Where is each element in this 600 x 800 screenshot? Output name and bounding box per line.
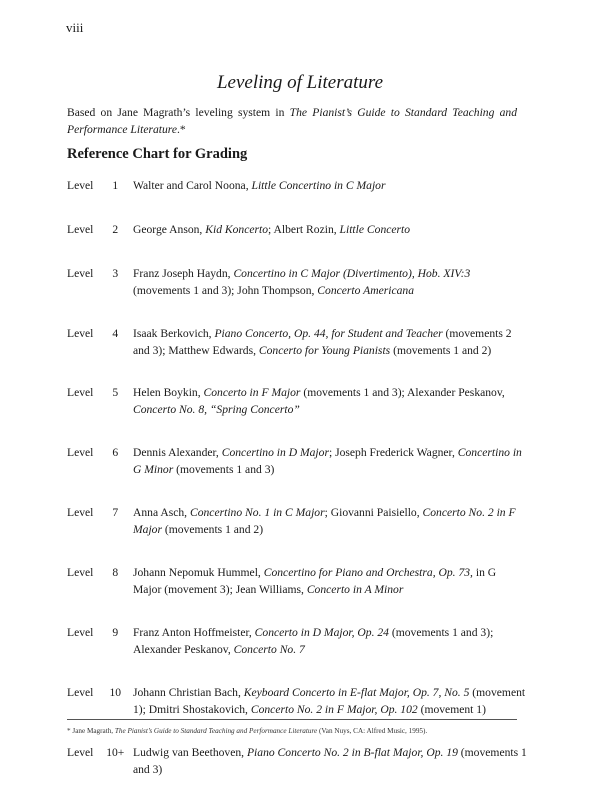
text-segment: in G Major (movement 3); Jean Williams,: [132, 566, 497, 596]
level-repertoire: [133, 684, 527, 718]
level-row: [67, 444, 527, 478]
level-repertoire: [133, 624, 527, 658]
level-number: 1: [112, 179, 119, 192]
level-number: 7: [112, 506, 119, 519]
text-segment: (movement 1); Dmitri Shostakovich,: [132, 686, 526, 716]
level-repertoire: [133, 444, 527, 478]
title-italic-text: Concerto for Young Pianists: [258, 344, 391, 357]
text-segment: (movements 1 and 2): [390, 344, 492, 357]
page-number: viii: [66, 20, 84, 35]
title-italic-text: Concerto No. 8, “Spring Concerto”: [132, 403, 300, 416]
level-label: Level: [67, 327, 94, 340]
level-row: [67, 564, 527, 598]
text-segment: George Anson,: [132, 223, 206, 236]
level-repertoire: [133, 504, 527, 538]
title-italic-text: The Pianist’s Guide to Standard Teaching and Performance Literature: [67, 106, 518, 136]
title-italic-text: Keyboard Concerto in E-flat Major, Op. 7, No. 5: [243, 686, 470, 699]
title-italic-text: Concertino in C Major (Divertimento), Hob. XIV:3: [233, 267, 471, 280]
level-row: [67, 624, 527, 658]
level-label: Level: [67, 223, 94, 236]
text-segment: (Van Nuys, CA: Alfred Music, 1995).: [317, 727, 428, 735]
text-segment: Isaak Berkovich,: [132, 327, 215, 340]
text-segment: (movements 1 and 2): [161, 523, 264, 536]
title-italic-text: The Pianist’s Guide to Standard Teaching and Performance Literature: [114, 727, 318, 735]
level-number: 9: [112, 626, 119, 639]
levels-list: [67, 177, 527, 778]
level-repertoire: [133, 325, 527, 359]
text-segment: Johann Nepomuk Hummel,: [132, 566, 264, 579]
text-segment: ; Albert Rozin,: [268, 223, 340, 236]
title-italic-text: Piano Concerto, Op. 44, for Student and Teacher: [214, 327, 443, 340]
title-italic-text: Concerto in D Major, Op. 24: [254, 626, 389, 639]
level-label: Level: [67, 386, 94, 399]
text-segment: ; Giovanni Paisiello,: [324, 506, 423, 519]
text-segment: Ludwig van Beethoven,: [132, 746, 247, 759]
level-number: 8: [112, 566, 119, 579]
level-label: Level: [67, 506, 94, 519]
section-heading: Reference Chart for Grading: [67, 146, 248, 162]
title-italic-text: Little Concerto: [339, 223, 411, 236]
title-italic-text: Kid Koncerto: [205, 223, 269, 236]
text-segment: .*: [177, 123, 186, 136]
level-row: [67, 177, 527, 194]
title-italic-text: Concerto No. 7: [233, 643, 305, 656]
text-segment: Dennis Alexander,: [132, 446, 222, 459]
title-italic-text: Concerto No. 2 in F Major, Op. 102: [250, 703, 418, 716]
title-italic-text: Concerto Americana: [317, 284, 415, 297]
level-label: Level: [67, 686, 94, 699]
page-title: Leveling of Literature: [216, 72, 384, 93]
level-label: Level: [67, 267, 94, 280]
title-italic-text: Concerto in F Major: [203, 386, 301, 399]
level-row: [67, 684, 527, 718]
title-italic-text: Concerto No. 2 in F Major: [132, 506, 516, 536]
level-label: Level: [67, 746, 94, 759]
level-number: 2: [112, 223, 119, 236]
text-segment: Franz Joseph Haydn,: [132, 267, 234, 280]
title-italic-text: Little Concertino in C Major: [251, 179, 386, 192]
title-italic-text: Concertino for Piano and Orchestra, Op. 73,: [263, 566, 473, 579]
text-segment: (movements 1 and 3): [132, 746, 527, 776]
level-row: [67, 744, 527, 778]
text-segment: (movements 1 and 3): [173, 463, 275, 476]
text-segment: * Jane Magrath,: [67, 727, 115, 735]
level-repertoire: [133, 744, 527, 778]
text-segment: (movements 1 and 3); Alexander Peskanov,: [132, 626, 494, 656]
text-segment: (movements 2 and 3); Matthew Edwards,: [132, 327, 512, 357]
level-number: 10+: [106, 746, 125, 759]
text-segment: Franz Anton Hoffmeister,: [132, 626, 255, 639]
level-number: 3: [112, 267, 119, 280]
title-italic-text: Piano Concerto No. 2 in B-flat Major, Op. 19: [246, 746, 458, 759]
text-segment: Walter and Carol Noona,: [132, 179, 252, 192]
level-row: [67, 265, 527, 299]
level-repertoire: [133, 265, 527, 299]
title-italic-text: Concertino in D Major: [221, 446, 329, 459]
text-segment: Helen Boykin,: [132, 386, 204, 399]
level-number: 6: [112, 446, 119, 459]
level-number: 5: [112, 386, 119, 399]
title-italic-text: Concerto in A Minor: [306, 583, 404, 596]
text-segment: Based on Jane Magrath’s leveling system in: [67, 106, 290, 119]
intro-paragraph: [67, 104, 517, 138]
level-repertoire: [133, 564, 527, 598]
level-repertoire: [133, 221, 527, 238]
level-repertoire: [133, 177, 527, 194]
level-number: 10: [109, 686, 122, 699]
title-italic-text: Concertino in G Minor: [132, 446, 522, 476]
text-segment: (movement 1): [417, 703, 486, 716]
text-segment: Johann Christian Bach,: [132, 686, 244, 699]
level-number: 4: [112, 327, 119, 340]
title-italic-text: Concertino No. 1 in C Major: [189, 506, 325, 519]
level-row: [67, 504, 527, 538]
text-segment: (movements 1 and 3); John Thompson,: [132, 284, 318, 297]
level-row: [67, 221, 527, 238]
level-repertoire: [133, 384, 527, 418]
text-segment: Anna Asch,: [132, 506, 190, 519]
level-label: Level: [67, 566, 94, 579]
text-segment: ; Joseph Frederick Wagner,: [328, 446, 458, 459]
footnote: [67, 727, 527, 735]
level-row: [67, 384, 527, 418]
level-label: Level: [67, 179, 94, 192]
footnote-divider: [67, 719, 517, 720]
level-label: Level: [67, 446, 94, 459]
text-segment: (movements 1 and 3); Alexander Peskanov,: [300, 386, 505, 399]
level-row: [67, 325, 527, 359]
level-label: Level: [67, 626, 94, 639]
